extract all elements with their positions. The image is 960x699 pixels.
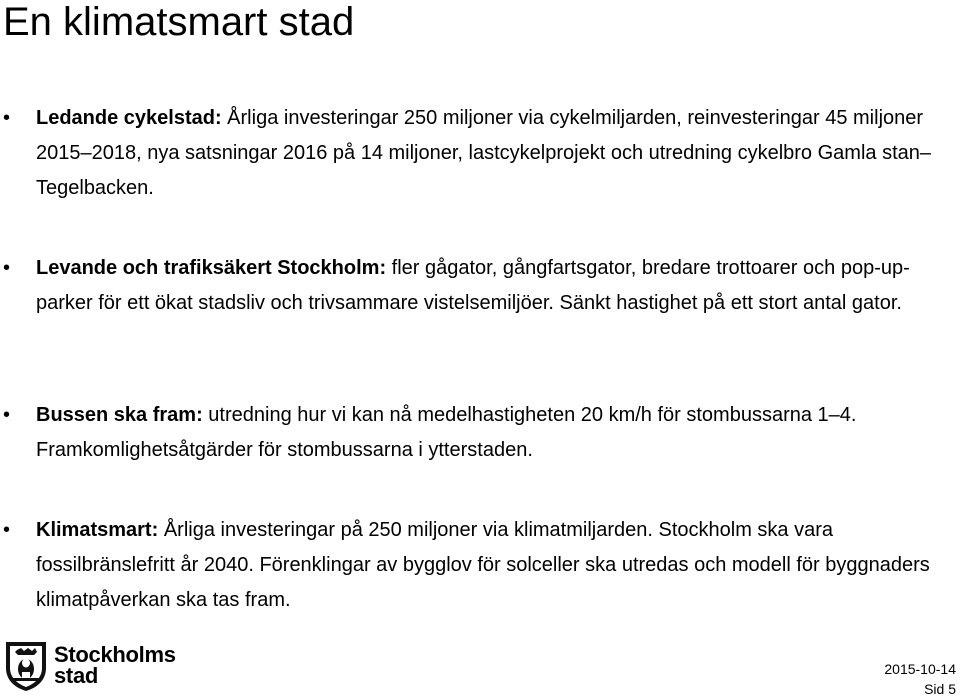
bullet-marker: • <box>3 257 11 279</box>
page-number: Sid 5 <box>924 681 956 697</box>
logo-line-1: Stockholms <box>54 642 176 667</box>
bullet-lead: Bussen ska fram: <box>36 404 203 426</box>
slide-title: En klimatsmart stad <box>3 0 355 44</box>
bullet-text <box>36 101 958 206</box>
bullet-lead: Levande och trafiksäkert Stockholm: <box>36 257 387 279</box>
bullet-marker: • <box>3 404 11 426</box>
bullet-lead: Klimatsmart: <box>36 519 159 541</box>
logo-wordmark <box>54 644 176 686</box>
bullet-body: utredning hur vi kan nå medelhastigheten 20 km/h för stombussarna 1–4. Framkomlighetsåtgärder för stombussarna i ytterstaden. <box>36 404 857 461</box>
bullet-lead: Ledande cykelstad: <box>36 107 222 129</box>
bullet-body: Årliga investeringar 250 miljoner via cykelmiljarden, reinvesteringar 45 miljoner 2015–2018, nya satsningar 2016 på 14 miljoner, lastcykelprojekt och utredning cykelbro Gamla stan–Tegelbacken. <box>36 107 931 199</box>
bullet-body: fler gågator, gångfartsgator, bredare trottoarer och pop-up-parker för ett ökat stadsliv och trivsammare vistelsemiljöer. Sänkt hastighet på ett stort antal gator. <box>36 257 910 314</box>
bullet-text <box>36 251 958 321</box>
footer-date: 2015-10-14 <box>884 661 956 677</box>
crest-icon <box>4 638 48 692</box>
bullet-marker: • <box>3 107 11 129</box>
bullet-body: Årliga investeringar på 250 miljoner via klimatmiljarden. Stockholm ska vara fossilbränslefritt år 2040. Förenklingar av bygglov för solceller ska utredas och modell för byggnaders klimatpåverkan ska tas fram. <box>36 519 930 611</box>
stockholms-stad-logo <box>4 638 174 694</box>
bullet-text <box>36 398 958 468</box>
bullet-marker: • <box>3 519 11 541</box>
logo-line-2: stad <box>54 663 99 688</box>
bullet-text <box>36 513 958 618</box>
